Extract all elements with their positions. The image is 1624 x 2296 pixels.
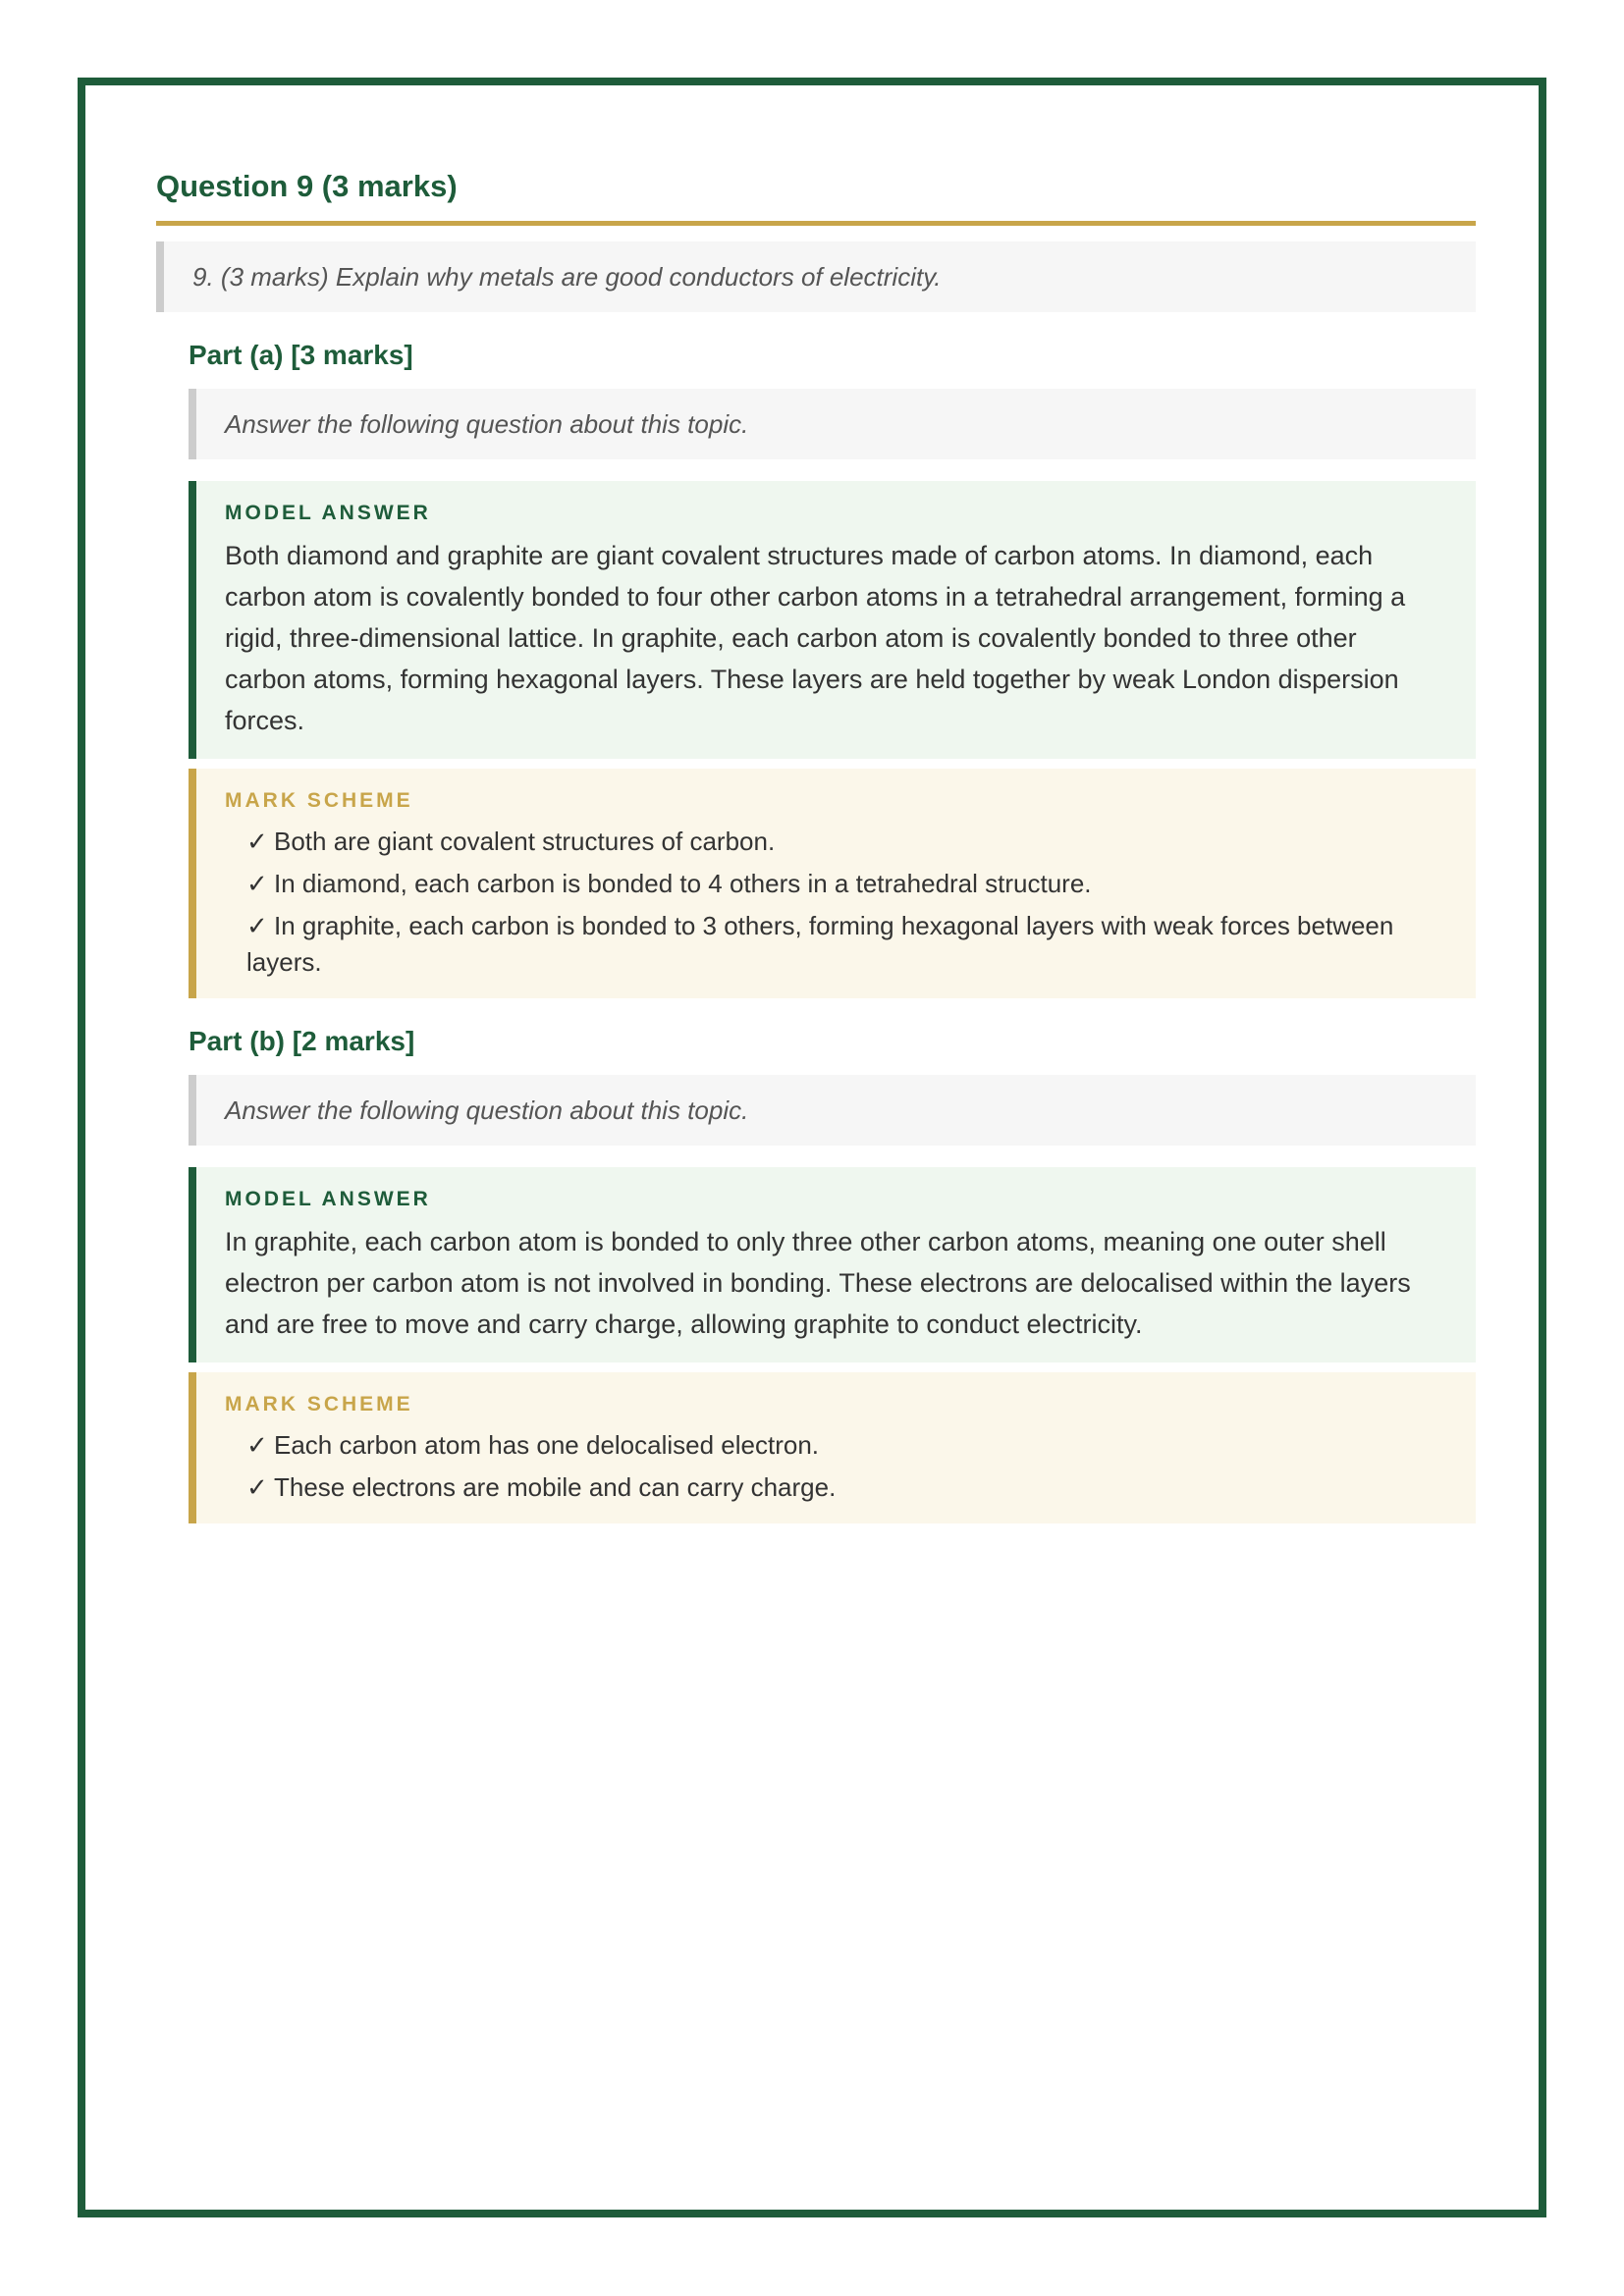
part-b-mark-scheme (189, 1372, 1476, 1523)
part-b-model-answer (189, 1167, 1476, 1362)
question-title: Question 9 (3 marks) (156, 164, 1476, 226)
mark-scheme-list (225, 824, 1440, 981)
question-content (156, 164, 1476, 1523)
mark-scheme-item (246, 1469, 1440, 1506)
part-a (189, 336, 1476, 998)
mark-scheme-item-text: Both are giant covalent structures of carbon. (274, 827, 776, 856)
mark-scheme-item-text: In diamond, each carbon is bonded to 4 others in a tetrahedral structure. (274, 869, 1092, 898)
model-answer-label: MODEL ANSWER (225, 502, 431, 524)
part-a-title: Part (a) [3 marks] (189, 340, 413, 370)
page-frame (78, 78, 1546, 2217)
mark-scheme-label: MARK SCHEME (225, 1393, 413, 1415)
mark-scheme-item-text: These electrons are mobile and can carry charge. (274, 1472, 837, 1502)
part-b-prompt: Answer the following question about this topic. (189, 1075, 1476, 1146)
mark-scheme-item (246, 1427, 1440, 1464)
part-a-model-answer (189, 481, 1476, 759)
part-b-title: Part (b) [2 marks] (189, 1026, 415, 1056)
check-icon: ✓ (246, 1472, 268, 1502)
mark-scheme-item-text: In graphite, each carbon is bonded to 3 others, forming hexagonal layers with weak forces between layers. (246, 911, 1394, 977)
mark-scheme-item (246, 908, 1440, 981)
mark-scheme-item (246, 866, 1440, 902)
part-b (189, 1022, 1476, 1523)
question-stem: 9. (3 marks) Explain why metals are good conductors of electricity. (156, 241, 1476, 312)
model-answer-label: MODEL ANSWER (225, 1188, 431, 1210)
mark-scheme-list (225, 1427, 1440, 1506)
model-answer-text: Both diamond and graphite are giant covalent structures made of carbon atoms. In diamond, each carbon atom is covalently bonded to four other carbon atoms in a tetrahedral arrangement, forming a rigid, three-dimensional lattice. In graphite, each carbon atom is covalently bonded to three other carbon atoms, forming hexagonal layers. These layers are held together by weak London dispersion forces. (225, 541, 1406, 735)
check-icon: ✓ (246, 911, 268, 940)
check-icon: ✓ (246, 827, 268, 856)
part-a-prompt: Answer the following question about this topic. (189, 389, 1476, 459)
model-answer-text: In graphite, each carbon atom is bonded to only three other carbon atoms, meaning one outer shell electron per carbon atom is not involved in bonding. These electrons are delocalised within the layers and are free to move and carry charge, allowing graphite to conduct electricity. (225, 1227, 1411, 1339)
check-icon: ✓ (246, 1430, 268, 1460)
mark-scheme-item (246, 824, 1440, 860)
mark-scheme-label: MARK SCHEME (225, 789, 413, 812)
mark-scheme-item-text: Each carbon atom has one delocalised electron. (274, 1430, 820, 1460)
part-a-mark-scheme (189, 769, 1476, 998)
check-icon: ✓ (246, 869, 268, 898)
